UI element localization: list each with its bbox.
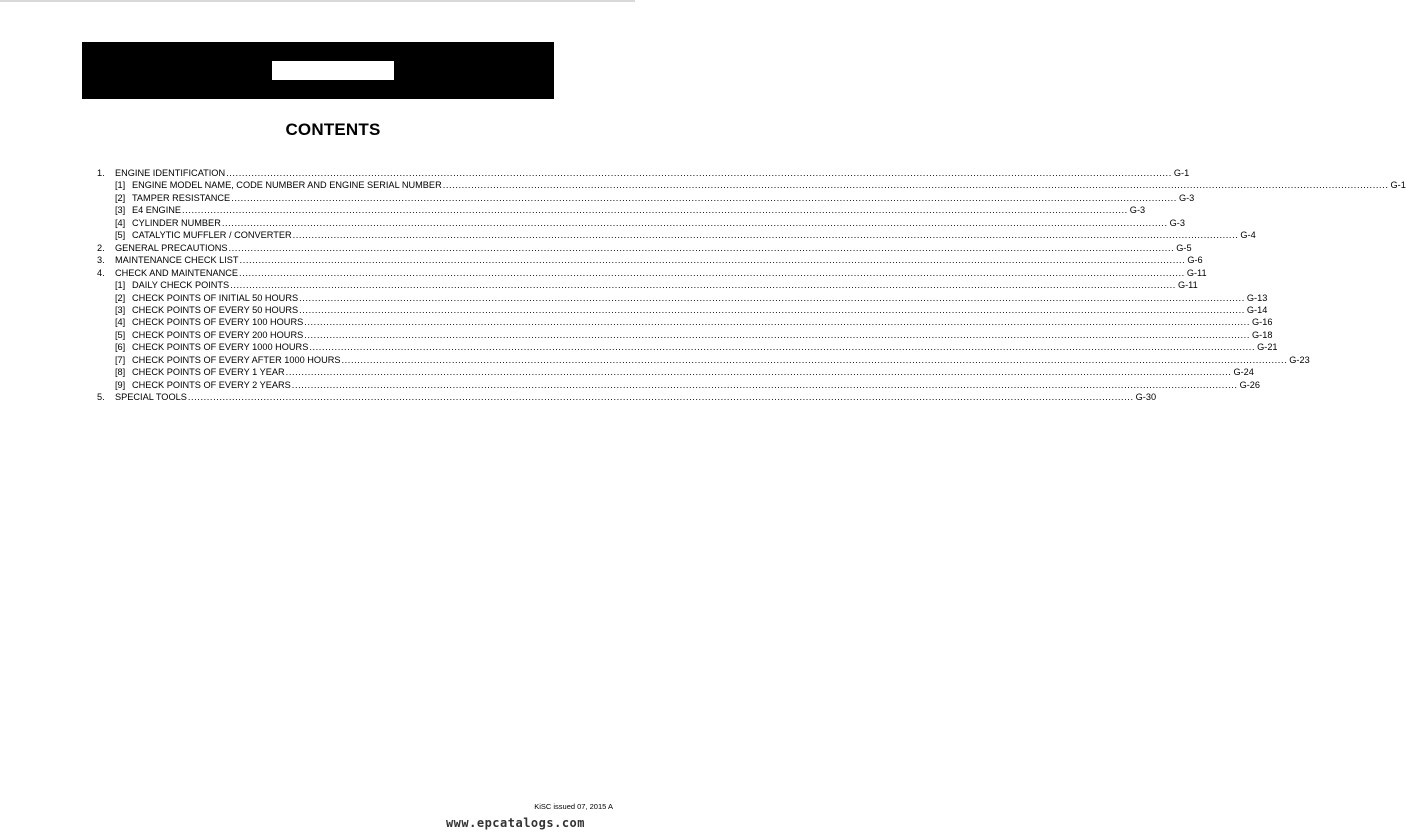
toc-entry-label: CHECK POINTS OF EVERY 200 HOURS [132, 329, 304, 340]
toc-dot-leader: ............................................................................................................................................................................................................................................................................................................ [309, 342, 1256, 353]
toc-entry-label: CHECK POINTS OF EVERY AFTER 1000 HOURS [132, 354, 341, 365]
toc-entry-number: [3] [115, 205, 126, 216]
toc-entry-label: E4 ENGINE [132, 205, 182, 216]
toc-entry-label: CYLINDER NUMBER [132, 217, 221, 228]
toc-entry[interactable] [0, 304, 1268, 316]
toc-entry-number: 3. [97, 255, 105, 266]
toc-entry[interactable] [0, 292, 1268, 304]
toc-entry-number: 5. [97, 392, 105, 403]
toc-dot-leader: ............................................................................................................................................................................................................................................................................................................ [299, 304, 1245, 315]
toc-dot-leader: ............................................................................................................................................................................................................................................................................................................ [230, 280, 1176, 291]
header-bar [82, 42, 554, 99]
toc-entry[interactable] [0, 316, 1273, 328]
toc-entry-page: G-18 [1252, 329, 1273, 340]
toc-dot-leader: ............................................................................................................................................................................................................................................................................................................ [304, 329, 1250, 340]
toc-dot-leader: ............................................................................................................................................................................................................................................................................................................ [285, 367, 1232, 378]
toc-entry-label: ENGINE IDENTIFICATION [115, 168, 226, 178]
toc-dot-leader: ............................................................................................................................................................................................................................................................................................................ [239, 255, 1186, 266]
toc-entry[interactable] [0, 366, 1254, 378]
toc-entry-page: G-23 [1289, 354, 1310, 365]
toc-entry-label: CHECK POINTS OF EVERY 50 HOURS [132, 304, 299, 315]
toc-entry[interactable] [0, 204, 1146, 216]
toc-entry[interactable] [0, 391, 1157, 403]
toc-entry-page: G-3 [1129, 205, 1146, 216]
toc-entry-label: DAILY CHECK POINTS [132, 280, 230, 291]
toc-entry-number: [4] [115, 217, 126, 228]
toc-entry-page: G-11 [1186, 267, 1207, 278]
toc-entry-page: G-13 [1246, 292, 1268, 303]
toc-entry-label: CHECK POINTS OF EVERY 2 YEARS [132, 379, 291, 390]
page-title: CONTENTS [285, 120, 381, 139]
toc-entry[interactable] [0, 267, 1207, 279]
toc-entry[interactable] [0, 229, 1256, 241]
toc-entry-page: G-4 [1240, 230, 1256, 241]
top-strip [0, 0, 635, 2]
toc-dot-leader: ............................................................................................................................................................................................................................................................................................................ [231, 192, 1177, 203]
toc-entry-page: G-24 [1233, 367, 1254, 378]
toc-entry-label: CHECK POINTS OF EVERY 100 HOURS [132, 317, 304, 328]
toc-entry-page: G-1 [1390, 180, 1406, 191]
watermark: www.epcatalogs.com [445, 816, 585, 830]
toc-entry-page: G-1 [1173, 168, 1190, 178]
toc-entry-number: [1] [115, 280, 126, 291]
toc-entry-number: [1] [115, 180, 126, 191]
toc-entry-label: CATALYTIC MUFFLER / CONVERTER [132, 230, 292, 241]
toc-entry-number: 2. [97, 242, 105, 253]
toc-entry-page: G-16 [1252, 317, 1273, 328]
toc-dot-leader: ............................................................................................................................................................................................................................................................................................................ [299, 292, 1245, 303]
toc-entry-label: GENERAL PRECAUTIONS [115, 242, 228, 253]
toc-entry[interactable] [0, 279, 1198, 291]
toc-dot-leader: ............................................................................................................................................................................................................................................................................................................ [187, 392, 1134, 403]
toc-entry[interactable] [0, 379, 1261, 391]
issue-note: KiSC issued 07, 2015 A [534, 802, 613, 811]
toc-entry-page: G-11 [1177, 280, 1198, 291]
toc-entry-number: [6] [115, 342, 126, 353]
toc-entry-page: G-6 [1187, 255, 1203, 266]
toc-dot-leader: ............................................................................................................................................................................................................................................................................................................ [239, 267, 1185, 278]
toc-entry[interactable] [0, 329, 1273, 341]
toc-entry-number: 4. [97, 267, 105, 278]
toc-dot-leader: ............................................................................................................................................................................................................................................................................................................ [442, 180, 1389, 191]
toc-entry[interactable] [0, 341, 1278, 353]
toc-entry-label: MAINTENANCE CHECK LIST [115, 255, 239, 266]
toc-dot-leader: ............................................................................................................................................................................................................................................................................................................ [228, 242, 1175, 253]
toc-dot-leader: ............................................................................................................................................................................................................................................................................................................ [226, 168, 1172, 178]
toc-entry[interactable] [0, 217, 1185, 229]
toc-dot-leader: ............................................................................................................................................................................................................................................................................................................ [341, 354, 1288, 365]
toc-entry[interactable] [0, 192, 1195, 204]
toc-entry-number: [8] [115, 367, 126, 378]
toc-entry-label: CHECK POINTS OF EVERY 1 YEAR [132, 367, 285, 378]
toc-entry-page: G-14 [1246, 304, 1268, 315]
toc-entry-label: CHECK POINTS OF INITIAL 50 HOURS [132, 292, 299, 303]
toc-entry-number: [7] [115, 354, 126, 365]
toc-entry[interactable] [0, 167, 1190, 179]
toc-entry-number: [3] [115, 304, 126, 315]
toc-dot-leader: ............................................................................................................................................................................................................................................................................................................ [292, 230, 1239, 241]
toc-entry-page: G-26 [1239, 379, 1261, 390]
toc-entry-number: [5] [115, 230, 126, 241]
toc-entry-page: G-30 [1135, 392, 1157, 403]
toc-entry[interactable] [0, 254, 1203, 266]
toc-entry[interactable] [0, 179, 1406, 191]
toc-entry[interactable] [0, 242, 1192, 254]
toc-entry-number: [5] [115, 329, 126, 340]
toc-entry-number: [2] [115, 292, 126, 303]
toc-dot-leader: ............................................................................................................................................................................................................................................................................................................ [221, 217, 1168, 228]
toc-entry[interactable] [0, 354, 1310, 366]
toc-dot-leader: ............................................................................................................................................................................................................................................................................................................ [304, 317, 1250, 328]
toc-entry-page: G-5 [1176, 242, 1192, 253]
toc-entry-page: G-21 [1257, 342, 1278, 353]
toc-entry-label: CHECK AND MAINTENANCE [115, 267, 239, 278]
toc-dot-leader: ............................................................................................................................................................................................................................................................................................................ [291, 379, 1238, 390]
toc-entry-page: G-3 [1169, 217, 1185, 228]
toc-entry-number: [9] [115, 379, 126, 390]
header-label-box [272, 61, 394, 80]
toc-entry-label: SPECIAL TOOLS [115, 392, 187, 403]
toc-dot-leader: ............................................................................................................................................................................................................................................................................................................ [182, 205, 1128, 216]
toc-entry-number: [2] [115, 192, 126, 203]
toc-entry-number: 1. [97, 168, 105, 178]
toc-entry-label: TAMPER RESISTANCE [132, 192, 231, 203]
toc-entry-label: ENGINE MODEL NAME, CODE NUMBER AND ENGINE SERIAL NUMBER [132, 180, 442, 191]
toc-entry-page: G-3 [1178, 192, 1195, 203]
toc-entry-number: [4] [115, 317, 126, 328]
toc-entry-label: CHECK POINTS OF EVERY 1000 HOURS [132, 342, 309, 353]
